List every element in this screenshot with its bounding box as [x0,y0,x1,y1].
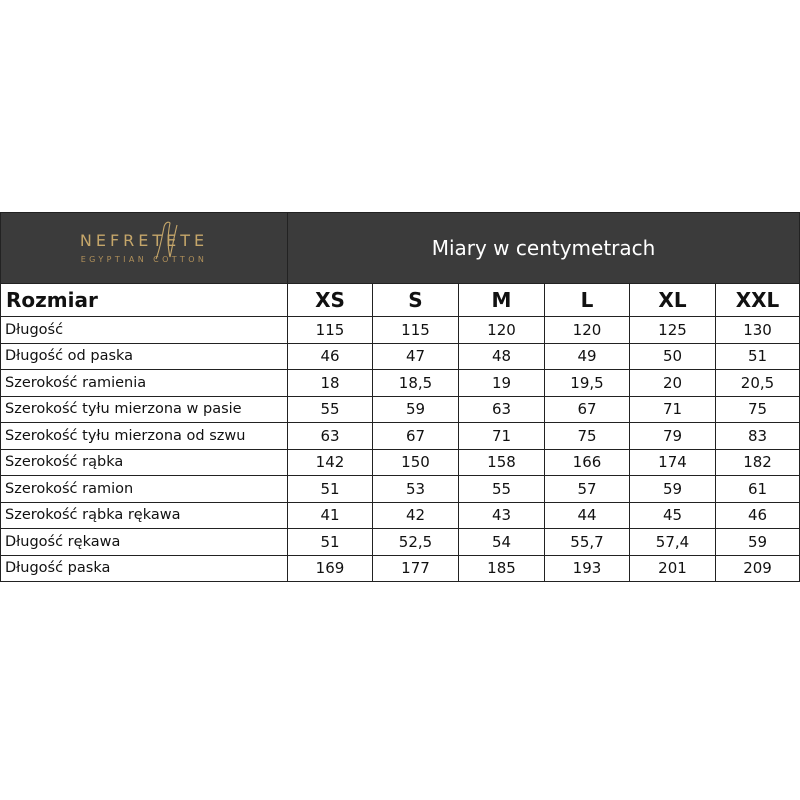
measure-cell: 47 [373,343,459,370]
measure-cell: 166 [545,449,630,476]
row-label: Długość od paska [1,343,288,370]
measure-cell: 75 [716,396,800,423]
measure-cell: 48 [459,343,545,370]
measure-cell: 44 [545,502,630,529]
measure-cell: 59 [373,396,459,423]
measure-cell: 71 [459,423,545,450]
measure-cell: 57,4 [630,529,716,556]
measure-cell: 201 [630,555,716,582]
size-header-row [1,284,800,317]
measure-cell: 51 [288,529,373,556]
table-row [1,502,800,529]
size-m: M [459,284,545,317]
measure-cell: 83 [716,423,800,450]
measure-cell: 79 [630,423,716,450]
measure-cell: 59 [630,476,716,503]
row-label: Szerokość tyłu mierzona w pasie [1,396,288,423]
measure-cell: 53 [373,476,459,503]
measure-cell: 174 [630,449,716,476]
measure-cell: 51 [288,476,373,503]
measure-cell: 20 [630,370,716,397]
table-row [1,370,800,397]
row-label: Szerokość rąbka rękawa [1,502,288,529]
measure-cell: 169 [288,555,373,582]
measure-cell: 63 [459,396,545,423]
measure-cell: 59 [716,529,800,556]
table-row [1,555,800,582]
measure-cell: 41 [288,502,373,529]
measure-cell: 67 [545,396,630,423]
row-label: Szerokość tyłu mierzona od szwu [1,423,288,450]
measure-cell: 209 [716,555,800,582]
measure-cell: 43 [459,502,545,529]
measure-cell: 46 [288,343,373,370]
size-chart [0,212,799,582]
logo-tagline: EGYPTIAN COTTON [80,254,208,264]
measure-cell: 75 [545,423,630,450]
size-label: Rozmiar [1,284,288,317]
header-row [1,213,800,284]
measure-cell: 18 [288,370,373,397]
row-label: Szerokość ramienia [1,370,288,397]
measure-cell: 130 [716,317,800,344]
measure-cell: 18,5 [373,370,459,397]
table-row [1,423,800,450]
size-xl: XL [630,284,716,317]
measure-cell: 177 [373,555,459,582]
measure-cell: 142 [288,449,373,476]
measure-cell: 193 [545,555,630,582]
table-row [1,529,800,556]
measure-cell: 61 [716,476,800,503]
measure-cell: 71 [630,396,716,423]
table-row [1,476,800,503]
measure-cell: 115 [373,317,459,344]
measure-cell: 182 [716,449,800,476]
measure-cell: 57 [545,476,630,503]
measure-cell: 42 [373,502,459,529]
measure-cell: 50 [630,343,716,370]
row-label: Szerokość ramion [1,476,288,503]
measure-cell: 55 [288,396,373,423]
row-label: Szerokość rąbka [1,449,288,476]
logo-cell [1,213,288,284]
size-l: L [545,284,630,317]
measure-cell: 158 [459,449,545,476]
table-row [1,343,800,370]
table-row [1,317,800,344]
size-table [0,212,800,582]
measure-cell: 55 [459,476,545,503]
logo-brand-text: NEFRETETE [79,230,209,250]
measure-cell: 150 [373,449,459,476]
measure-cell: 115 [288,317,373,344]
measure-cell: 125 [630,317,716,344]
measure-cell: 45 [630,502,716,529]
table-row [1,396,800,423]
size-xxl: XXL [716,284,800,317]
brand-logo [80,231,208,264]
measure-cell: 55,7 [545,529,630,556]
table-row [1,449,800,476]
row-label: Długość [1,317,288,344]
measure-cell: 120 [459,317,545,344]
measure-cell: 185 [459,555,545,582]
row-label: Długość paska [1,555,288,582]
size-s: S [373,284,459,317]
row-label: Długość rękawa [1,529,288,556]
measure-cell: 67 [373,423,459,450]
logo-script-n-icon [152,219,180,265]
measure-cell: 20,5 [716,370,800,397]
measure-cell: 46 [716,502,800,529]
measure-cell: 120 [545,317,630,344]
measure-cell: 49 [545,343,630,370]
measure-cell: 19 [459,370,545,397]
table-title: Miary w centymetrach [288,213,800,284]
measure-cell: 51 [716,343,800,370]
size-xs: XS [288,284,373,317]
measure-cell: 54 [459,529,545,556]
measure-cell: 52,5 [373,529,459,556]
measure-cell: 63 [288,423,373,450]
measure-cell: 19,5 [545,370,630,397]
